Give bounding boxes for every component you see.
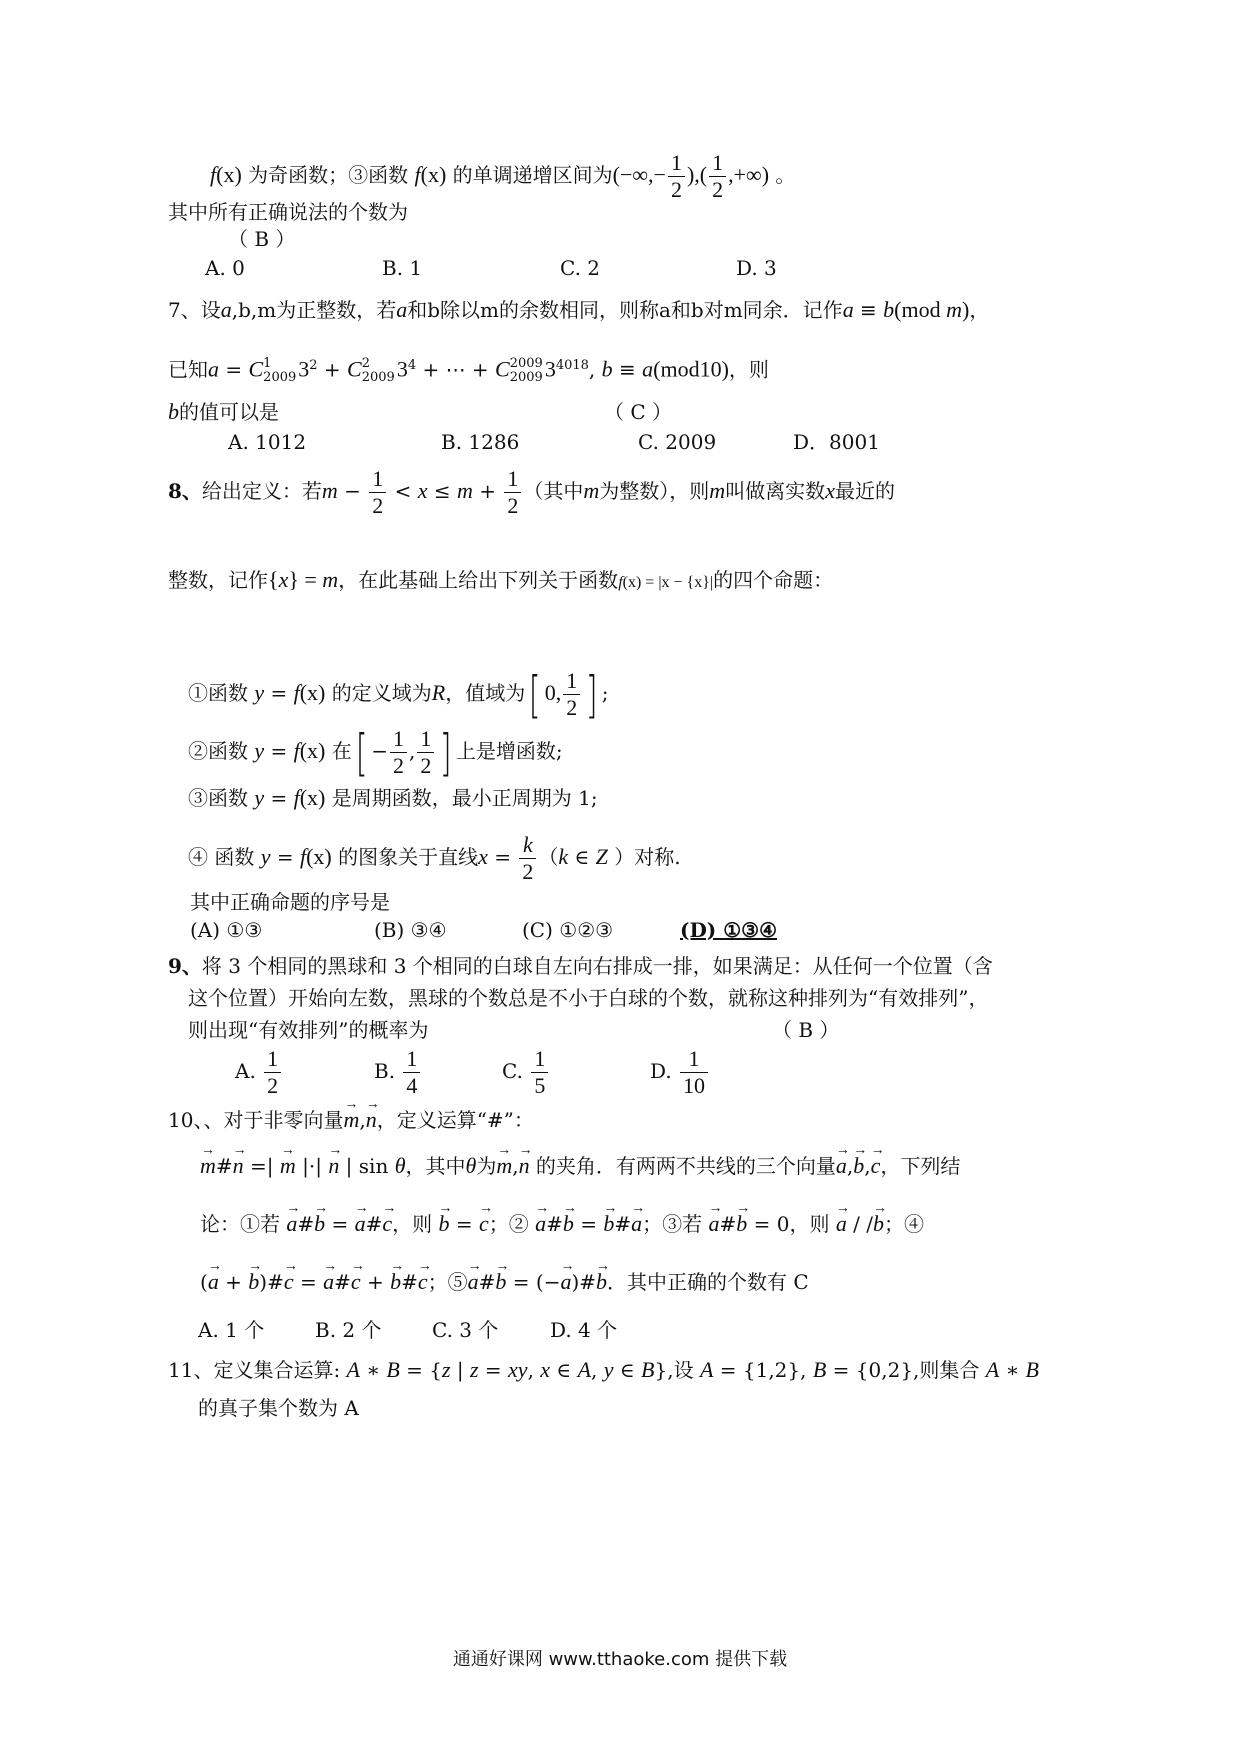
q10-line1: 10、、对于非零向量→ m,→ n，定义运算“#”： <box>168 1106 534 1134</box>
q9-option-b: B. $\frac{1}{4}$ <box>374 1046 422 1099</box>
q8-line2: 整数，记作{x} = m，在此基础上给出下列关于函数f(x) = |x − {x}|的四个命题： <box>168 567 834 592</box>
q11-line2: 的真子集个数为 A <box>198 1396 359 1420</box>
q6-option-a: A. 0 <box>205 256 245 280</box>
q10-option-d: D. 4 个 <box>550 1318 618 1342</box>
q8-stem: 其中正确命题的序号是 <box>190 890 390 914</box>
q10-line3: 论：①若 → a#→ b = → a#→ c，则 → b = → c；② → a#→ b = → b#→ a；③若 → a#→ b = 0，则 → a / /→ b；④ <box>200 1210 924 1238</box>
q8-prop-1: ①函数 y = f(x) 的定义域为R，值域为[ 0, $\frac{1}{2}$ ] ; <box>188 665 609 724</box>
q9-option-a: A. $\frac{1}{2}$ <box>235 1046 283 1099</box>
q9-option-d: D. $\frac{1}{10}$ <box>650 1046 710 1099</box>
q6-frac-2: $\frac{1}{2}$ <box>709 150 726 203</box>
q8-prop-2: ②函数 y = f(x) 在[ − $\frac{1}{2}$ , $\frac{1}{2}$ ] 上是增函数; <box>188 723 563 782</box>
q8-option-b: (B) ③④ <box>374 918 447 942</box>
q7-line1: 7、设a,b,m为正整数，若a和b除以m的余数相同，则称a和b对m同余．记作a ≡ b(mod m)， <box>168 297 990 322</box>
q11-line1: 11、定义集合运算: A ∗ B = {z | z = xy, x ∈ A, y ∈ B},设 A = {1,2}, B = {0,2},则集合 A ∗ B <box>168 1357 1039 1382</box>
q6-line1: f(x) 为奇函数；③函数 f(x) 的单调递增区间为(−∞,− $\frac{1}{2}$ ),( $\frac{1}{2}$ ,+∞) 。 <box>210 150 796 202</box>
q10-option-a: A. 1 个 <box>198 1318 265 1342</box>
q6-stem: 其中所有正确说法的个数为 <box>168 200 408 224</box>
q8-option-c: (C) ①②③ <box>522 918 614 942</box>
page-footer: 通通好课网 www.tthaoke.com 提供下载 <box>452 1649 788 1670</box>
q6-answer: （ B ） <box>228 227 296 251</box>
q6-option-c: C. 2 <box>560 256 601 280</box>
q10-option-c: C. 3 个 <box>432 1318 499 1342</box>
q8-prop-4: ④ 函数 y = f(x) 的图象关于直线x = $\frac{k}{2}$ （k ∈ Z ）对称. <box>188 832 681 884</box>
q9-option-c: C. $\frac{1}{5}$ <box>502 1046 550 1099</box>
q9-line3: 则出现“有效排列”的概率为 <box>188 1018 429 1042</box>
q7-line3: b的值可以是 <box>168 399 279 424</box>
q10-line4: (→ a + → b)#→ c = → a#→ c + → b#→ c；⑤→ a#→ b = (−→ a)#→ b．其中正确的个数有 C <box>200 1268 809 1296</box>
q8-line1: 8、给出定义：若m − $\frac{1}{2}$ < x ≤ m + $\frac{1}{2}$ （其中m为整数），则m叫做离实数x最近的 <box>168 466 895 518</box>
q7-answer: （ C ） <box>604 400 673 424</box>
q7-option-b: B. 1286 <box>441 430 520 454</box>
q6-option-b: B. 1 <box>382 256 423 280</box>
q10-line2: → m#→ n =| → m |·| → n | sin θ，其中θ为→ m,→ n 的夹角．有两两不共线的三个向量→ a,→ b,→ c，下列结 <box>200 1152 960 1180</box>
q8-prop-3: ③函数 y = f(x) 是周期函数，最小正周期为 1; <box>188 785 598 810</box>
q10-option-b: B. 2 个 <box>315 1318 382 1342</box>
q7-option-c: C. 2009 <box>638 430 717 454</box>
q9-line2: 这个位置）开始向左数，黑球的个数总是不小于白球的个数，就称这种排列为“有效排列”， <box>188 986 989 1010</box>
q6-option-d: D. 3 <box>736 256 777 280</box>
q7-line2: 已知a = C 1 2009 $3^2 + C$ 2 2009 $3^4$ + ⋯ + C 2009 2009 $3^{4018}$, b ≡ a(mod10)，则 <box>168 356 769 386</box>
q9-answer: （ B ） <box>772 1018 840 1042</box>
q8-option-d: (D) ①③④ <box>680 918 778 942</box>
q9-line1: 9、将 3 个相同的黑球和 3 个相同的白球自左向右排成一排，如果满足：从任何一个位置（含 <box>168 954 993 978</box>
q6-frac-1: $\frac{1}{2}$ <box>668 150 685 203</box>
q7-option-d: D．8001 <box>793 430 880 454</box>
q8-option-a: (A) ①③ <box>190 918 263 942</box>
q7-option-a: A. 1012 <box>228 430 307 454</box>
